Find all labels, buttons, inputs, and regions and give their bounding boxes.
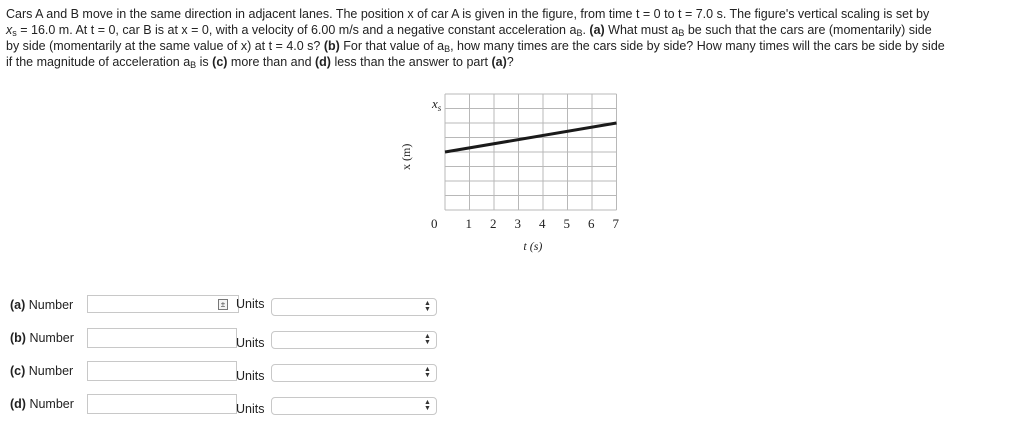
x-tick-label: 1 [465,216,472,231]
row-c-label: (c) Number [10,364,74,378]
units-label-d: Units [236,402,265,416]
number-input-d[interactable] [87,394,237,414]
calculator-icon[interactable]: ± [218,299,228,310]
units-select-a[interactable] [271,298,437,316]
units-select-c[interactable] [271,364,437,382]
problem-line-1: Cars A and B move in the same direction in adjacent lanes. The position x of car A is given in the figure, from time t = 0 to t = 7.0 s. The figure's vertical scaling is set by [6,7,930,21]
units-label-c: Units [236,369,265,383]
units-label-a: Units [236,297,265,311]
units-label-b: Units [236,336,265,350]
number-input-a[interactable] [87,295,239,313]
x-tick-label: 4 [539,216,546,231]
position-time-figure [390,92,640,252]
position-time-chart [390,92,640,252]
units-select-b[interactable] [271,331,437,349]
x-tick-label: 7 [612,216,619,231]
updown-arrows-icon: ▲ ▼ [424,366,431,379]
row-a-label: (a) Number [10,298,74,312]
x-tick-label: 5 [563,216,570,231]
x-tick-labels [431,216,620,231]
x-tick-label: 3 [514,216,521,231]
updown-arrows-icon: ▲ ▼ [424,333,431,346]
number-input-b[interactable] [87,328,237,348]
number-input-c[interactable] [87,361,237,381]
problem-line-2: $x_s = 16.0$ m. At t = 0, car B is at x = 0, with a velocity of 6.00 m/s and a negative constant acceleration $a_B$. (a) What must $a_B$ be such that the cars are (momentarily) side [6,23,932,38]
problem-line-4: if the magnitude of acceleration $a_B$ is (c) more than and (d) less than the answer to part (a)? [6,55,514,70]
problem-statement [6,6,1018,70]
x-tick-label: 6 [588,216,595,231]
x-axis-label: t (s) [523,239,543,253]
x-tick-label: 2 [490,216,497,231]
row-d-label: (d) Number [10,397,74,411]
chart-grid [445,94,617,210]
updown-arrows-icon: ▲ ▼ [424,399,431,412]
row-b-label: (b) Number [10,331,74,345]
y-top-label: $x_s$ [432,96,442,113]
units-select-d[interactable] [271,397,437,415]
x-tick-label: 0 [431,216,438,231]
updown-arrows-icon: ▲ ▼ [424,300,431,313]
y-axis-label: x (m) [399,143,413,170]
problem-line-3: by side (momentarily at the same value of x) at t = 4.0 s? (b) For that value of $a_B$, how many times are the cars side by side? How many times will the cars be side by side [6,39,945,54]
